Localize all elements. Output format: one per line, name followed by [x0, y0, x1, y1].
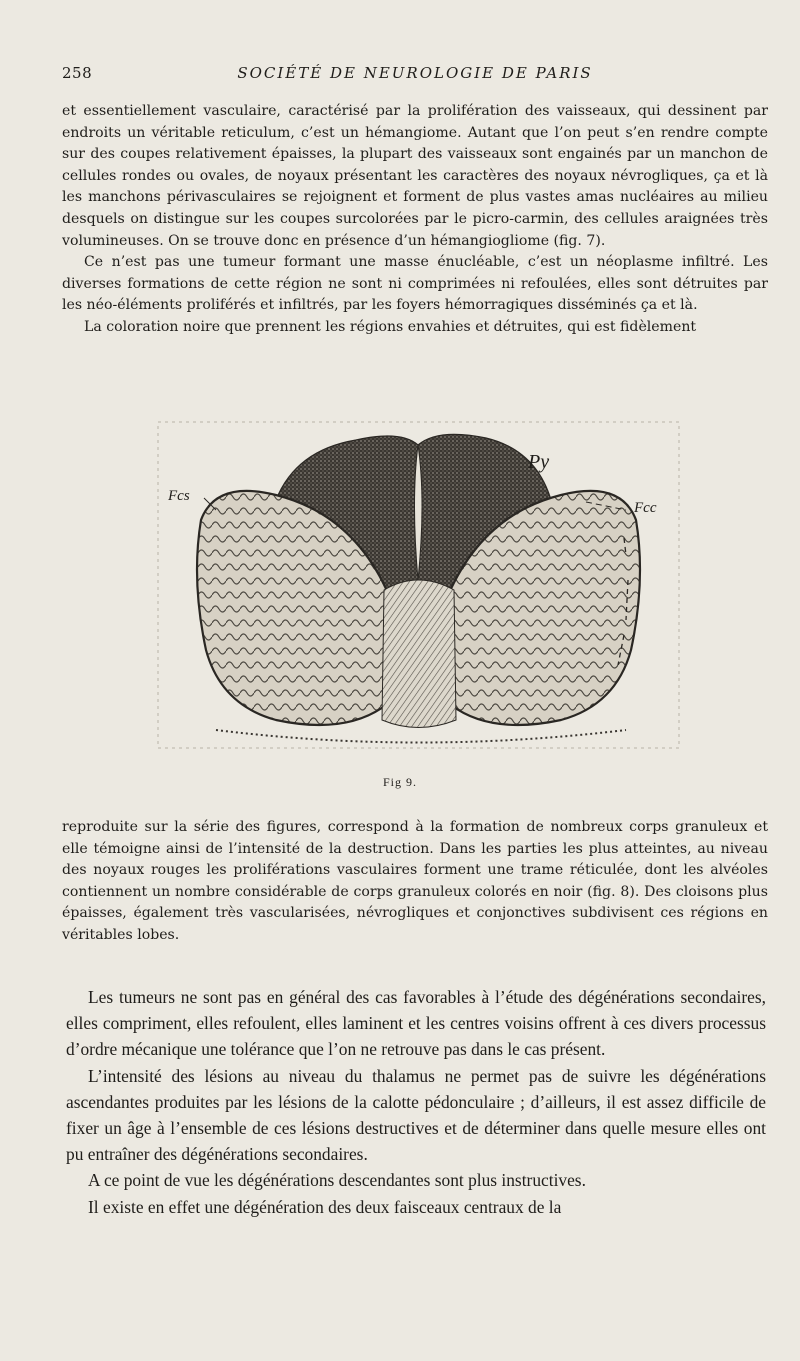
- label-fcc: Fcc: [634, 500, 657, 516]
- running-header: [62, 64, 768, 86]
- label-fcs: Fcs: [168, 488, 190, 504]
- central-bundle: [382, 580, 456, 728]
- paragraph: Il existe en effet une dégénération des deux faisceaux centraux de la: [88, 1196, 562, 1217]
- text-block-middle: [62, 817, 768, 947]
- figure-9-brainstem-section: [156, 420, 681, 750]
- figure-drawing: [156, 420, 681, 750]
- paragraph: A ce point de vue les dégénérations descendantes sont plus instructives.: [88, 1170, 586, 1191]
- figure-caption: Fig 9.: [382, 775, 417, 789]
- paragraph: Les tumeurs ne sont pas en général des cas favorables à l’étude des dégénérations secondaires, elles compriment, elles refoulent, elles laminent et les centres voisins offrent à ces divers processus d’ordre mécanique une tolérance que l’on ne retrouve pas dans le cas présent.: [66, 987, 766, 1060]
- text-block-top: [62, 101, 768, 339]
- paragraph: reproduite sur la série des figures, correspond à la formation de nombreux corps granuleux et elle témoigne ainsi de l’intensité de la destruction. Dans les parties les plus atteintes, au niveau des noyaux rouges les proliférations vasculaires forment une trame réticulée, dont les alvéoles contiennent un nombre considérable de corps granuleux colorés en noir (fig. 8). Des cloisons plus épaisses, également très vascularisées, névrogliques et conjonctives subdivisent ces régions en véritables lobes.: [62, 819, 768, 943]
- paragraph: Ce n’est pas une tumeur formant une masse énucléable, c’est un néoplasme infiltré. Les diverses formations de cette région ne sont ni comprimées ni refoulées, elles sont détruites par les néo-éléments proliférés et infiltrés, par les foyers hémorragiques disséminés ça et là.: [62, 254, 768, 314]
- label-py: Py: [528, 451, 550, 473]
- paragraph: et essentiellement vasculaire, caractérisé par la prolifération des vaisseaux, qui dessinent par endroits un véritable reticulum, c’est un hémangiome. Autant que l’on peut s’en rendre compte sur des coupes relativement épaisses, la plupart des vaisseaux sont engainés par un manchon de cellules rondes ou ovales, de noyaux présentant les caractères des noyaux névrogliques, ça et là les manchons périvasculaires se rejoignent et forment de plus vastes amas nucléaires au milieu desquels on distingue sur les coupes surcolorées par le picro-carmin, des cellules araignées très volumineuses. On se trouve donc en présence d’un hémangiogliome (fig. 7).: [62, 103, 768, 249]
- paragraph: La coloration noire que prennent les régions envahies et détruites, qui est fidèlement: [84, 318, 697, 335]
- page-number: 258: [62, 64, 93, 82]
- text-block-large: [66, 984, 766, 1220]
- running-title: SOCIÉTÉ DE NEUROLOGIE DE PARIS: [237, 64, 593, 82]
- paragraph: L’intensité des lésions au niveau du thalamus ne permet pas de suivre les dégénérations ascendantes produites par les lésions de la calotte pédonculaire ; d’ailleurs, il est assez difficile de fixer un âge à l’ensemble de ces lésions destructives et de déterminer dans quelle mesure elles ont pu entraîner des dégénérations secondaires.: [66, 1065, 766, 1165]
